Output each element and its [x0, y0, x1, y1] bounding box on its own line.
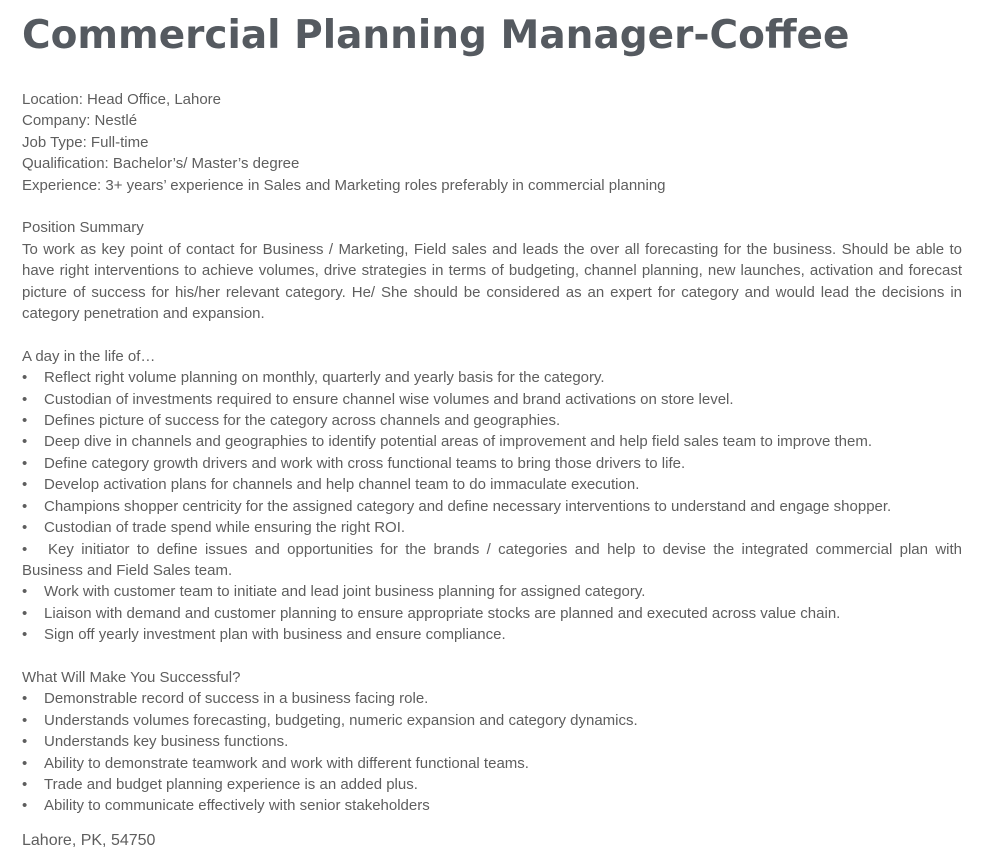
- success-heading: What Will Make You Successful?: [22, 668, 241, 686]
- list-item-text: Trade and budget planning experience is an added plus.: [44, 775, 418, 793]
- footer-location: Lahore, PK, 54750: [22, 832, 156, 849]
- list-item: [22, 688, 962, 709]
- list-item-text: Reflect right volume planning on monthly, quarterly and yearly basis for the category.: [44, 369, 605, 387]
- job-posting: [22, 10, 962, 817]
- list-item: [22, 731, 962, 752]
- success-list: [22, 688, 962, 816]
- list-item: [22, 389, 962, 410]
- list-item-text: Understands volumes forecasting, budgeting, numeric expansion and category dynamics.: [44, 711, 638, 729]
- summary-heading: Position Summary: [22, 219, 144, 237]
- meta-company: Company: Nestlé: [22, 112, 138, 130]
- list-item: [22, 496, 962, 517]
- list-item: [22, 795, 962, 816]
- job-meta: [22, 89, 962, 196]
- bullet-icon: •: [22, 433, 28, 451]
- bullet-icon: •: [22, 583, 28, 601]
- bullet-icon: •: [22, 519, 28, 537]
- list-item-text: Custodian of investments required to ensure channel wise volumes and brand activations on store level.: [44, 390, 734, 408]
- bullet-icon: •: [22, 711, 28, 729]
- summary-text: To work as key point of contact for Business / Marketing, Field sales and leads the over all forecasting for the business. Should be able to have right interventions to achieve volumes, drive strategies in terms of budgeting, channel planning, new launches, activation and forecast picture of success for his/her relevant category. He/ She should be considered as an expert for category and would lead the decisions in category penetration and expansion.: [22, 240, 962, 323]
- list-item-text: Sign off yearly investment plan with business and ensure compliance.: [44, 626, 506, 644]
- bullet-icon: •: [22, 540, 28, 558]
- bullet-icon: •: [22, 604, 28, 622]
- list-item: [22, 517, 962, 538]
- day-in-life-section: [22, 346, 962, 646]
- list-item-text: Liaison with demand and customer planning to ensure appropriate stocks are planned and executed across value chain.: [44, 604, 841, 622]
- bullet-icon: •: [22, 390, 28, 408]
- bullet-icon: •: [22, 497, 28, 515]
- bullet-icon: •: [22, 412, 28, 430]
- success-section: [22, 667, 962, 817]
- position-summary: [22, 217, 962, 324]
- list-item-text: Ability to demonstrate teamwork and work with different functional teams.: [44, 754, 529, 772]
- bullet-icon: •: [22, 369, 28, 387]
- day-in-life-heading: A day in the life of…: [22, 347, 156, 365]
- list-item: [22, 753, 962, 774]
- bullet-icon: •: [22, 476, 28, 494]
- meta-experience: Experience: 3+ years’ experience in Sales and Marketing roles preferably in commercial planning: [22, 176, 666, 194]
- day-in-life-list: [22, 367, 962, 645]
- list-item-text: Key initiator to define issues and opportunities for the brands / categories and help to devise the integrated commercial plan with Business and Field Sales team.: [22, 540, 962, 579]
- bullet-icon: •: [22, 626, 28, 644]
- list-item-text: Demonstrable record of success in a business facing role.: [44, 690, 429, 708]
- list-item-text: Custodian of trade spend while ensuring the right ROI.: [44, 519, 406, 537]
- bullet-icon: •: [22, 454, 28, 472]
- bullet-icon: •: [22, 690, 28, 708]
- meta-qualification: Qualification: Bachelor’s/ Master’s degree: [22, 155, 300, 173]
- meta-job-type: Job Type: Full-time: [22, 133, 149, 151]
- list-item: [22, 539, 962, 582]
- list-item-text: Champions shopper centricity for the assigned category and define necessary interventions to understand and engage shopper.: [44, 497, 892, 515]
- list-item-text: Ability to communicate effectively with senior stakeholders: [44, 797, 430, 815]
- list-item: [22, 774, 962, 795]
- list-item: [22, 624, 962, 645]
- list-item-text: Work with customer team to initiate and lead joint business planning for assigned category.: [44, 583, 646, 601]
- bullet-icon: •: [22, 797, 28, 815]
- bullet-icon: •: [22, 733, 28, 751]
- list-item: [22, 453, 962, 474]
- list-item: [22, 410, 962, 431]
- list-item: [22, 581, 962, 602]
- list-item: [22, 431, 962, 452]
- list-item-text: Develop activation plans for channels and help channel team to do immaculate execution.: [44, 476, 640, 494]
- bullet-icon: •: [22, 754, 28, 772]
- list-item-text: Understands key business functions.: [44, 733, 289, 751]
- list-item: [22, 367, 962, 388]
- job-title: Commercial Planning Manager-Coffee: [22, 13, 850, 58]
- meta-location: Location: Head Office, Lahore: [22, 91, 222, 108]
- list-item: [22, 474, 962, 495]
- list-item: [22, 603, 962, 624]
- list-item-text: Define category growth drivers and work with cross functional teams to bring those drivers to life.: [44, 454, 686, 472]
- list-item-text: Deep dive in channels and geographies to identify potential areas of improvement and help field sales team to improve them.: [44, 433, 872, 451]
- bullet-icon: •: [22, 775, 28, 793]
- list-item: [22, 710, 962, 731]
- list-item-text: Defines picture of success for the category across channels and geographies.: [44, 412, 561, 430]
